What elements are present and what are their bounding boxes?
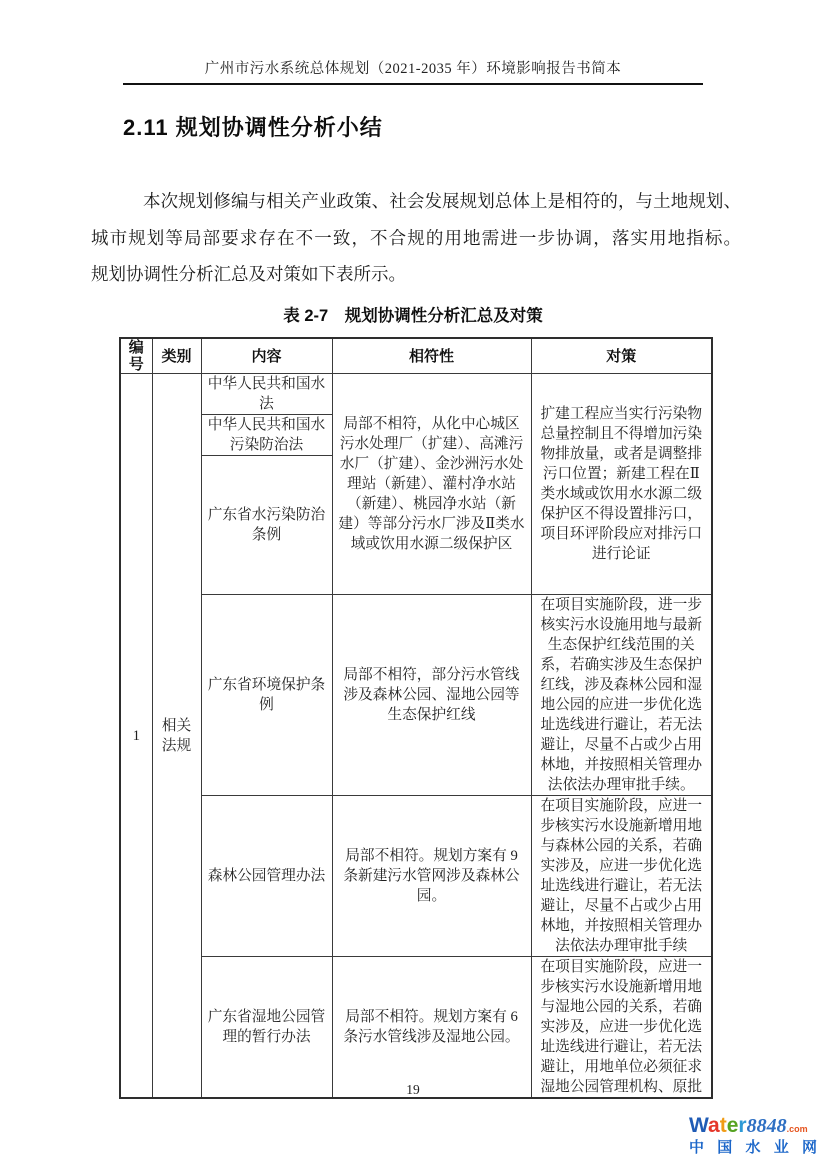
compliance-cell: 局部不相符。规划方案有 9 条新建污水管网涉及森林公园。 (332, 796, 531, 957)
content-cell: 中华人民共和国水污染防治法 (201, 415, 332, 456)
measure-cell: 在项目实施阶段，应进一步核实污水设施新增用地与森林公园的关系，若确实涉及，应进一步优化选址选线进行避让，若无法避让，尽量不占或少占用林地，并按照相关管理办法依法办理审批手续 (531, 796, 712, 957)
col-header-serial: 编号 (120, 338, 152, 374)
document-header-title: 广州市污水系统总体规划（2021-2035 年）环境影响报告书简本 (204, 61, 622, 77)
col-header-content: 内容 (201, 338, 332, 374)
serial-cell: 1 (120, 374, 152, 1099)
coordination-analysis-table (119, 337, 713, 1099)
compliance-cell: 局部不相符，从化中心城区污水处理厂（扩建）、高滩污水厂（扩建）、金沙洲污水处理站（新建）、灌村净水站（新建）、桃园净水站（新建）等部分污水厂涉及Ⅱ类水域或饮用水源二级保护区 (332, 374, 531, 595)
brand-letter: t (719, 1114, 727, 1137)
table-row (120, 957, 712, 1099)
section-title: 2.11 规划协调性分析小结 (123, 115, 383, 140)
col-header-compliance: 相符性 (332, 338, 531, 374)
table-row (120, 374, 712, 415)
brand-tld: .com (786, 1124, 808, 1134)
compliance-cell: 局部不相符，部分污水管线涉及森林公园、湿地公园等生态保护红线 (332, 595, 531, 796)
body-paragraph (91, 183, 741, 293)
brand-letter: r (738, 1114, 747, 1137)
table-row (120, 796, 712, 957)
brand-letter: e (726, 1114, 739, 1137)
category-cell: 相关法规 (152, 374, 201, 1099)
measure-cell: 扩建工程应当实行污染物总量控制且不得增加污染物排放量，或者是调整排污口位置；新建工程在Ⅱ类水域或饮用水水源二级保护区不得设置排污口，项目环评阶段应对排污口进行论证 (531, 374, 712, 595)
content-cell: 广东省环境保护条例 (201, 595, 332, 796)
page-number: 19 (406, 1082, 420, 1097)
table-row (120, 595, 712, 796)
table-caption: 表 2-7 规划协调性分析汇总及对策 (283, 307, 543, 325)
content-cell: 广东省湿地公园管理的暂行办法 (201, 957, 332, 1099)
content-cell: 森林公园管理办法 (201, 796, 332, 957)
col-header-measure: 对策 (531, 338, 712, 374)
header-divider (123, 83, 703, 85)
paragraph-line: 规划协调性分析汇总及对策如下表所示。 (91, 264, 406, 284)
brand-letter: a (708, 1114, 720, 1137)
table-header-row (120, 338, 712, 374)
paragraph-line: 本次规划修编与相关产业政策、社会发展规划总体上是相符的，与土地规划、 (143, 191, 741, 211)
watermark-subtitle: 中国水业网 (689, 1139, 817, 1156)
content-cell: 广东省水污染防治条例 (201, 456, 332, 595)
measure-cell: 在项目实施阶段，进一步核实污水设施用地与最新生态保护红线范围的关系，若确实涉及生态保护红线，涉及森林公园和湿地公园的应进一步优化选址选线进行避让，若无法避让，尽量不占或少占用林地，并按照相关管理办法依法办理审批手续。 (531, 595, 712, 796)
brand-letter: W (689, 1114, 709, 1137)
measure-cell: 在项目实施阶段，应进一步核实污水设施新增用地与湿地公园的关系，若确实涉及，应进一步优化选址选线进行避让，若无法避让，用地单位必须征求湿地公园管理机构、原批 (531, 957, 712, 1099)
water8848-logo (689, 1115, 821, 1136)
col-header-category: 类别 (152, 338, 201, 374)
compliance-cell: 局部不相符。规划方案有 6 条污水管线涉及湿地公园。 (332, 957, 531, 1099)
content-cell: 中华人民共和国水法 (201, 374, 332, 415)
water8848-watermark (689, 1115, 821, 1155)
paragraph-line: 城市规划等局部要求存在不一致，不合规的用地需进一步协调，落实用地指标。 (91, 227, 741, 248)
brand-number: 8848 (746, 1115, 787, 1137)
